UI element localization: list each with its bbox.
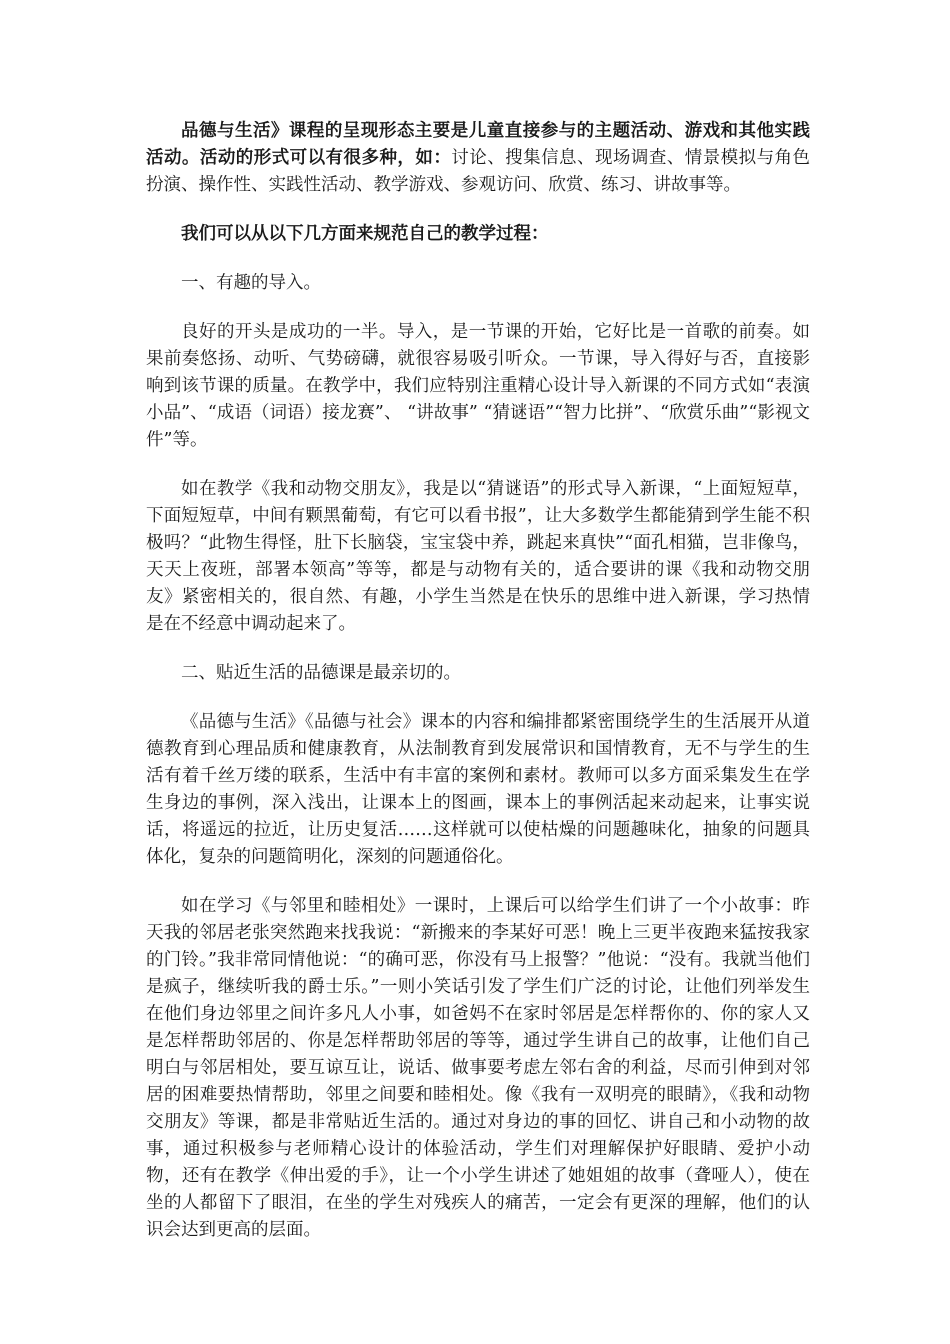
section-2-heading: 二、贴近生活的品德课是最亲切的。 xyxy=(181,663,461,683)
intro-bold-text: 品德与生活》课程的呈现形态主要是儿童直接参与的主题活动、游戏和其他实践活动。活动的形式可以有很多种，如： xyxy=(146,121,810,168)
section-1-heading: 一、有趣的导入。 xyxy=(181,273,321,293)
section-1-paragraph-1: 良好的开头是成功的一半。导入，是一节课的开始，它好比是一首歌的前奏。如果前奏悠扬、动听、气势磅礴，就很容易吸引听众。一节课，导入得好与否，直接影响到该节课的质量。在教学中，我们应特别注重精心设计导入新课的不同方式如“表演小品”、“成语（词语）接龙赛”、 “讲故事” “猜谜语”“智力比拼”、“欣赏乐曲”“影视文件”等。 xyxy=(146,322,810,450)
section-1-paragraph-2: 如在教学《我和动物交朋友》，我是以“猜谜语”的形式导入新课，“上面短短草，下面短短草，中间有颗黑葡萄，有它可以看书报”，让大多数学生都能猜到学生能不积极吗？“此物生得怪，肚下长脑袋，宝宝袋中养，跳起来真快”“面孔相猫，岂非像鸟，天天上夜班，部署本领高”等等，都是与动物有关的，适合要讲的课《我和动物交朋友》紧密相关的，很自然、有趣，小学生当然是在快乐的思维中进入新课，学习热情是在不经意中调动起来了。 xyxy=(146,479,810,634)
intro-rest-text: 讨论、搜集信息、现场调查、情景模拟与角色扮演、操作性、实践性活动、教学游戏、参观访问、欣赏、练习、讲故事等。 xyxy=(146,148,811,195)
section-2-paragraph-2: 如在学习《与邻里和睦相处》一课时，上课后可以给学生们讲了一个小故事：昨天我的邻居老张突然跑来找我说：“新搬来的李某好可恶！晚上三更半夜跑来猛按我家的门铃。”我非常同情他说：“的确可恶，你没有马上报警？”他说：“没有。我就当他们是疯子，继续听我的爵士乐。”一则小笑话引发了学生们广泛的讨论，让他们列举发生在他们身边邻里之间许多凡人小事，如爸妈不在家时邻居是怎样帮你的、你的家人又是怎样帮助邻居的、你是怎样帮助邻居的等等，通过学生讲自己的故事，让他们自己明白与邻居相处，要互谅互让，说话、做事要考虑左邻右舍的利益，尽而引伸到对邻居的困难要热情帮助，邻里之间要和睦相处。像《我有一双明亮的眼睛》，《我和动物交朋友》等课，都是非常贴近生活的。通过对身边的事的回忆、讲自己和小动物的故事，通过积极参与老师精心设计的体验活动，学生们对理解保护好眼睛、爱护小动物，还有在教学《伸出爱的手》，让一个小学生讲述了她姐姐的故事（聋哑人），使在坐的人都留下了眼泪，在坐的学生对残疾人的痛苦，一定会有更深的理解，他们的认识会达到更高的层面。 xyxy=(146,896,810,1240)
section-2-paragraph-1: 《品德与生活》《品德与社会》课本的内容和编排都紧密围绕学生的生活展开从道德教育到心理品质和健康教育，从法制教育到发展常识和国情教育，无不与学生的生活有着千丝万缕的联系，生活中有丰富的案例和素材。教师可以多方面采集发生在学生身边的事例，深入浅出，让课本上的图画，课本上的事例活起来动起来，让事实说话，将遥远的拉近，让历史复活……这样就可以使枯燥的问题趣味化，抽象的问题具体化，复杂的问题简明化，深刻的问题通俗化。 xyxy=(146,712,810,867)
section-overview-title: 我们可以从以下几方面来规范自己的教学过程： xyxy=(181,224,549,244)
intro-paragraph xyxy=(146,118,810,199)
document-body xyxy=(146,118,810,1244)
